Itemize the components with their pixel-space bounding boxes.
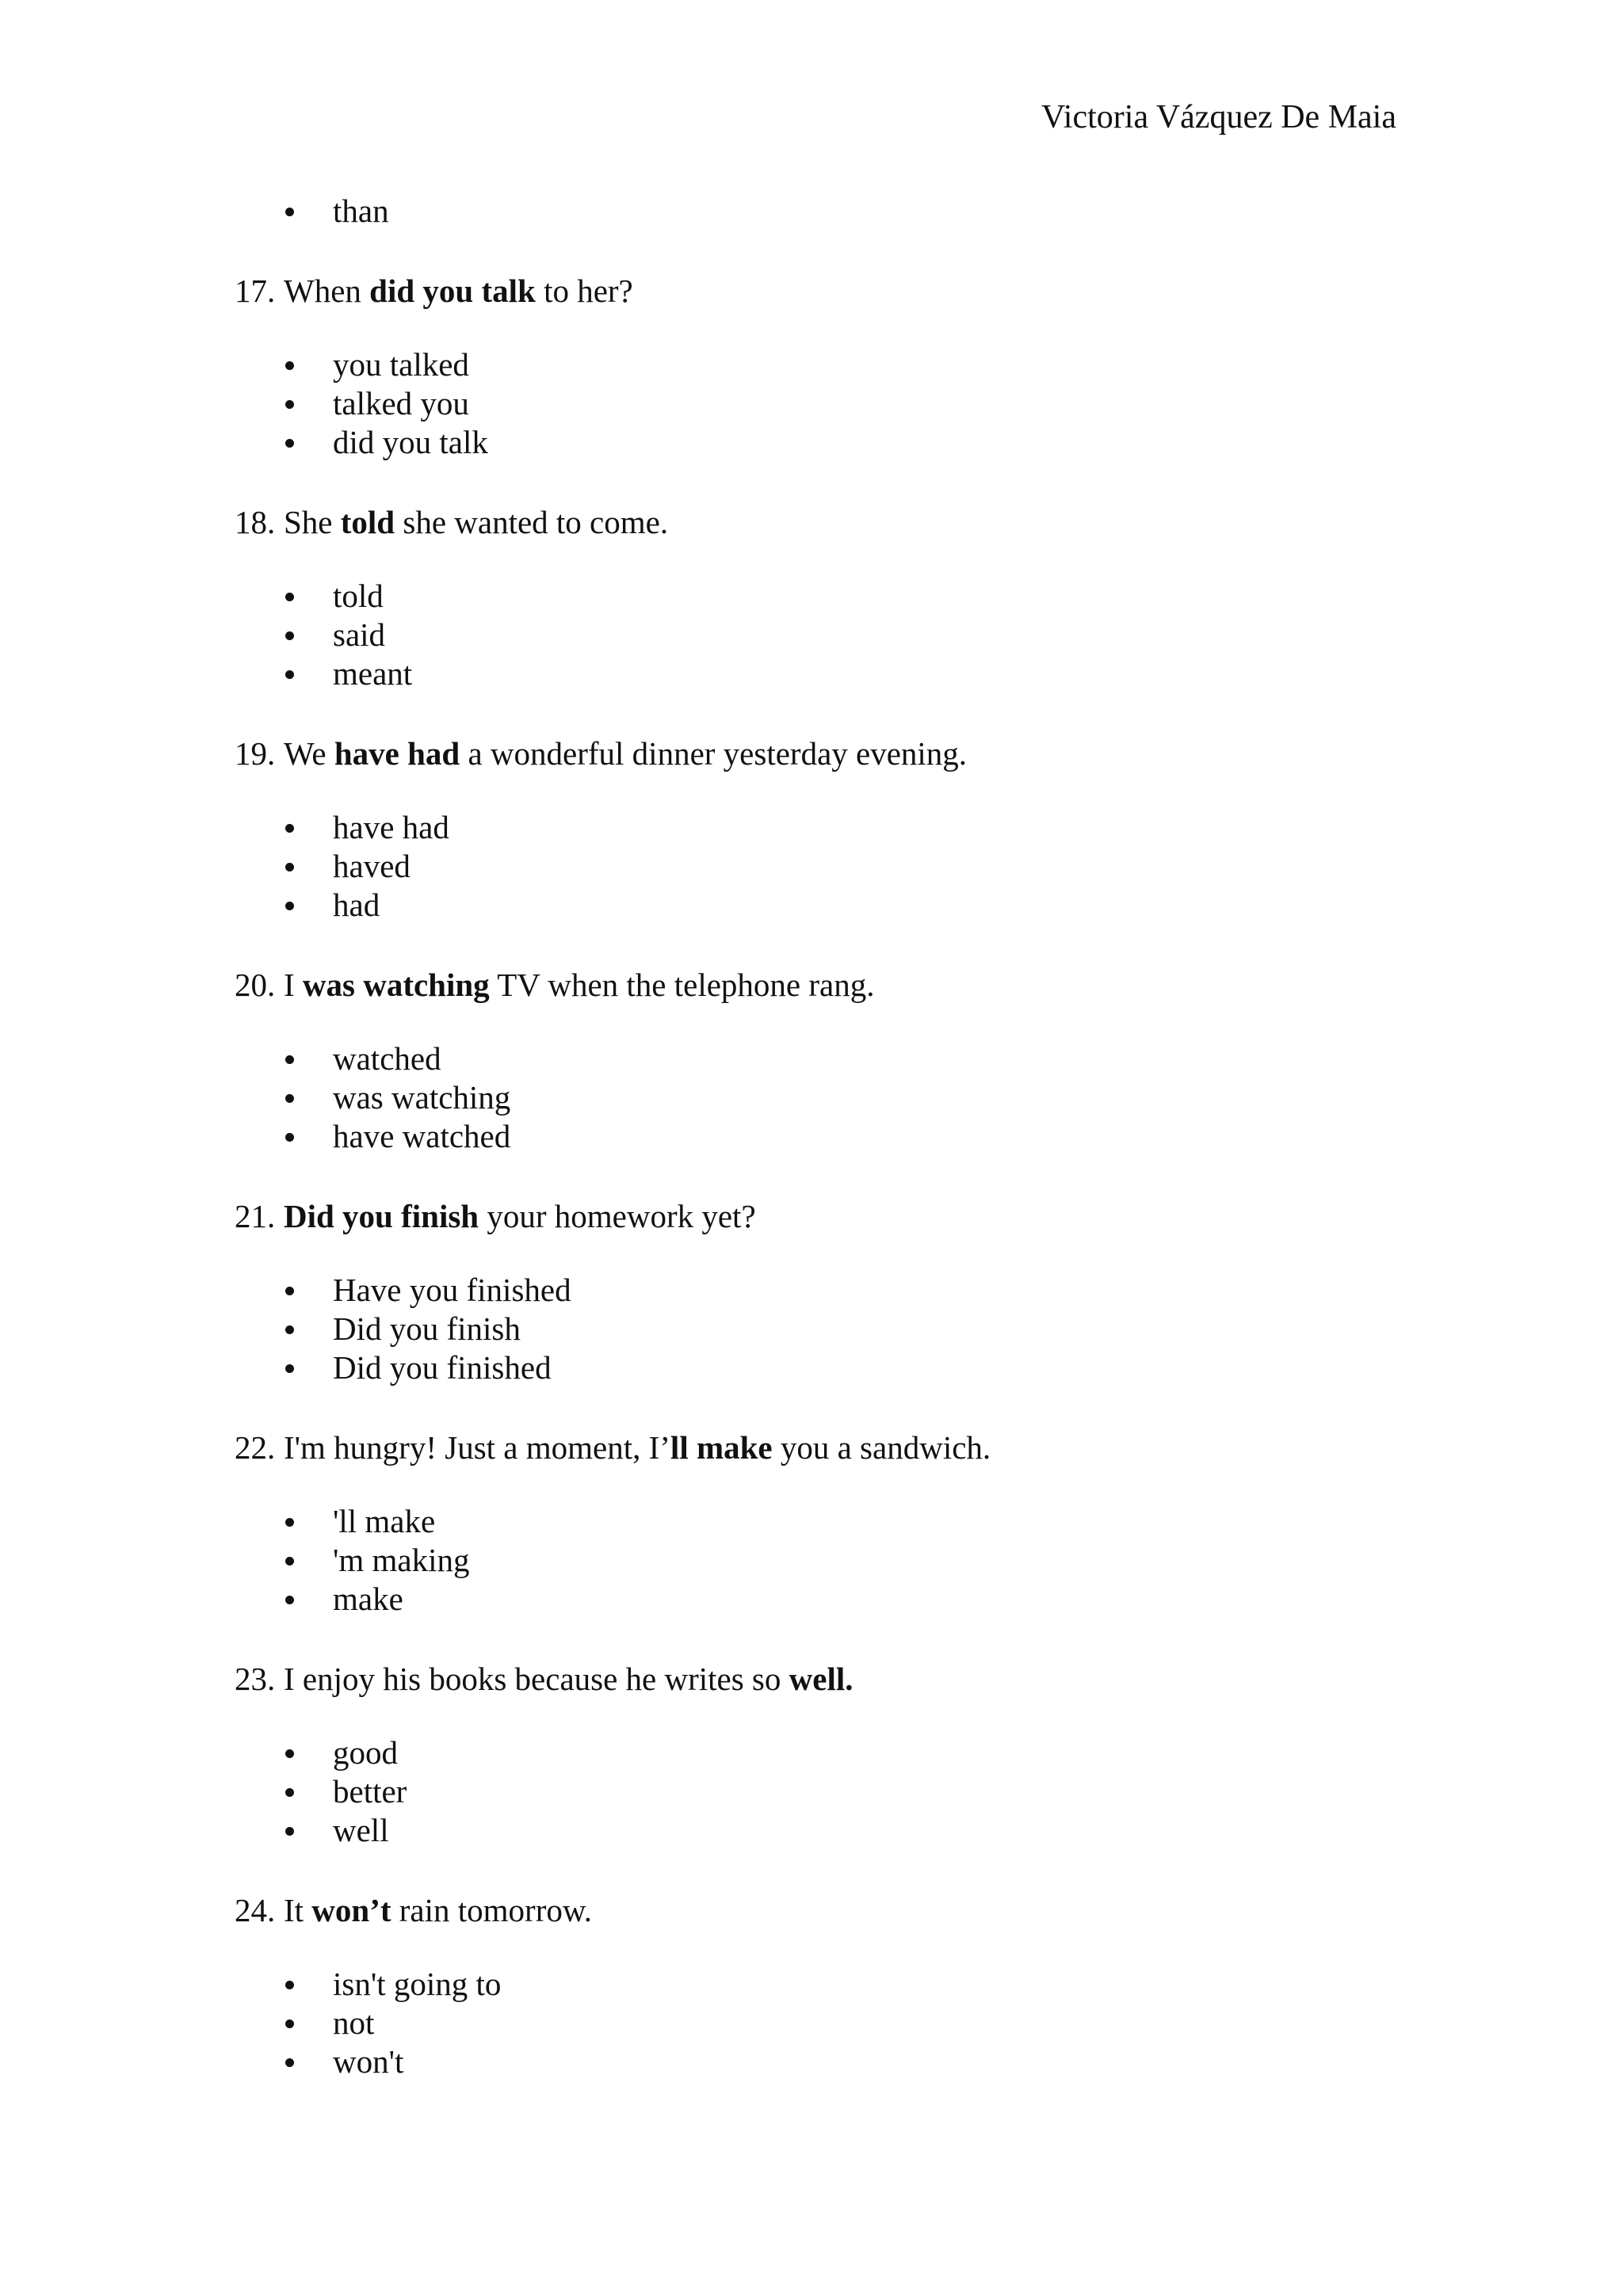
option-text: have watched — [333, 1118, 511, 1154]
bullet-icon — [285, 863, 294, 871]
option-text: did you talk — [333, 424, 488, 460]
option-text: had — [333, 887, 380, 923]
question-18 — [235, 500, 1423, 544]
option-item — [235, 1541, 1423, 1580]
bullet-icon — [285, 1094, 294, 1103]
bullet-icon — [285, 631, 294, 640]
option-item — [235, 192, 1423, 231]
option-text: better — [333, 1773, 407, 1810]
question-number: 24. — [235, 1892, 276, 1928]
option-text: told — [333, 578, 384, 614]
option-text: 'm making — [333, 1542, 470, 1578]
option-text: won't — [333, 2043, 404, 2080]
option-text: talked you — [333, 385, 469, 421]
bullet-icon — [285, 1364, 294, 1373]
question-22 — [235, 1425, 1423, 1470]
question-text-after: you a sandwich. — [772, 1429, 991, 1466]
bullet-icon — [285, 1788, 294, 1797]
option-text: you talked — [333, 346, 469, 383]
bullet-icon — [285, 208, 294, 216]
option-text: meant — [333, 655, 413, 692]
option-item — [235, 384, 1423, 423]
option-text: watched — [333, 1040, 441, 1077]
option-item — [235, 616, 1423, 654]
bullet-icon — [285, 2058, 294, 2067]
bullet-icon — [285, 1055, 294, 1064]
option-item — [235, 886, 1423, 925]
question-text-before: She — [284, 504, 341, 540]
question-text-after: a wonderful dinner yesterday evening. — [460, 735, 968, 772]
option-text: make — [333, 1581, 403, 1617]
options-17 — [235, 345, 1423, 462]
bullet-icon — [285, 670, 294, 679]
question-number: 22. — [235, 1429, 276, 1466]
bullet-icon — [285, 902, 294, 910]
question-17 — [235, 269, 1423, 313]
option-text: Did you finished — [333, 1349, 552, 1386]
question-number: 18. — [235, 504, 276, 540]
question-highlight: well. — [789, 1661, 854, 1697]
question-highlight: told — [340, 504, 395, 540]
question-number: 21. — [235, 1198, 276, 1234]
bullet-icon — [285, 593, 294, 601]
bullet-icon — [285, 1287, 294, 1295]
question-text-after: rain tomorrow. — [391, 1892, 593, 1928]
option-item — [235, 847, 1423, 886]
bullet-icon — [285, 1557, 294, 1566]
bullet-icon — [285, 1518, 294, 1527]
carryover-options — [235, 192, 1423, 231]
option-item — [235, 1580, 1423, 1619]
bullet-icon — [285, 1827, 294, 1836]
option-item — [235, 1310, 1423, 1348]
option-text: Did you finish — [333, 1310, 521, 1347]
option-text: 'll make — [333, 1503, 436, 1539]
option-item — [235, 654, 1423, 693]
question-number: 23. — [235, 1661, 276, 1697]
author-name: Victoria Vázquez De Maia — [1041, 99, 1396, 135]
bullet-icon — [285, 1133, 294, 1142]
option-item — [235, 1502, 1423, 1541]
option-text: was watching — [333, 1079, 511, 1116]
option-item — [235, 2004, 1423, 2042]
bullet-icon — [285, 1749, 294, 1758]
option-item — [235, 2042, 1423, 2081]
options-23 — [235, 1733, 1423, 1850]
option-item — [235, 808, 1423, 847]
question-highlight: ll make — [670, 1429, 773, 1466]
option-item — [235, 577, 1423, 616]
bullet-icon — [285, 439, 294, 448]
option-text: said — [333, 616, 386, 653]
bullet-icon — [285, 1596, 294, 1604]
question-text-after: she wanted to come. — [395, 504, 669, 540]
options-21 — [235, 1271, 1423, 1387]
question-text-after: your homework yet? — [479, 1198, 756, 1234]
options-19 — [235, 808, 1423, 925]
options-24 — [235, 1965, 1423, 2081]
question-text-before: When — [284, 273, 370, 309]
bullet-icon — [285, 400, 294, 409]
option-item — [235, 1811, 1423, 1850]
question-text-before: It — [284, 1892, 312, 1928]
question-20 — [235, 963, 1423, 1007]
option-item — [235, 1117, 1423, 1156]
question-highlight: won’t — [311, 1892, 391, 1928]
options-22 — [235, 1502, 1423, 1619]
option-item — [235, 423, 1423, 462]
bullet-icon — [285, 361, 294, 370]
question-number: 20. — [235, 967, 276, 1003]
option-item — [235, 1965, 1423, 2004]
option-text: Have you finished — [333, 1272, 571, 1308]
option-item — [235, 1078, 1423, 1117]
option-item — [235, 1271, 1423, 1310]
option-item — [235, 1733, 1423, 1772]
question-highlight: have had — [334, 735, 460, 772]
option-text: isn't going to — [333, 1966, 502, 2002]
quiz-content — [235, 192, 1423, 2081]
question-text-before: I enjoy his books because he writes so — [284, 1661, 789, 1697]
question-19 — [235, 731, 1423, 776]
question-text-before: We — [284, 735, 334, 772]
question-24 — [235, 1888, 1423, 1932]
question-text-after: TV when the telephone rang. — [489, 967, 875, 1003]
bullet-icon — [285, 2019, 294, 2028]
question-23 — [235, 1657, 1423, 1701]
question-text-after: to her? — [535, 273, 633, 309]
option-text: than — [333, 193, 389, 229]
option-text: not — [333, 2004, 375, 2041]
question-text-before: I'm hungry! Just a moment, I’ — [284, 1429, 670, 1466]
option-text: good — [333, 1734, 398, 1771]
question-text-before: I — [284, 967, 303, 1003]
bullet-icon — [285, 1325, 294, 1334]
options-18 — [235, 577, 1423, 693]
option-item — [235, 1772, 1423, 1811]
question-number: 19. — [235, 735, 276, 772]
question-highlight: did you talk — [369, 273, 536, 309]
question-21 — [235, 1194, 1423, 1238]
bullet-icon — [285, 1981, 294, 1989]
question-number: 17. — [235, 273, 276, 309]
option-item — [235, 1348, 1423, 1387]
option-text: have had — [333, 809, 449, 845]
option-text: well — [333, 1812, 389, 1848]
question-highlight: Did you finish — [284, 1198, 479, 1234]
bullet-icon — [285, 824, 294, 833]
question-highlight: was watching — [302, 967, 490, 1003]
options-20 — [235, 1039, 1423, 1156]
option-text: haved — [333, 848, 411, 884]
option-item — [235, 1039, 1423, 1078]
option-item — [235, 345, 1423, 384]
